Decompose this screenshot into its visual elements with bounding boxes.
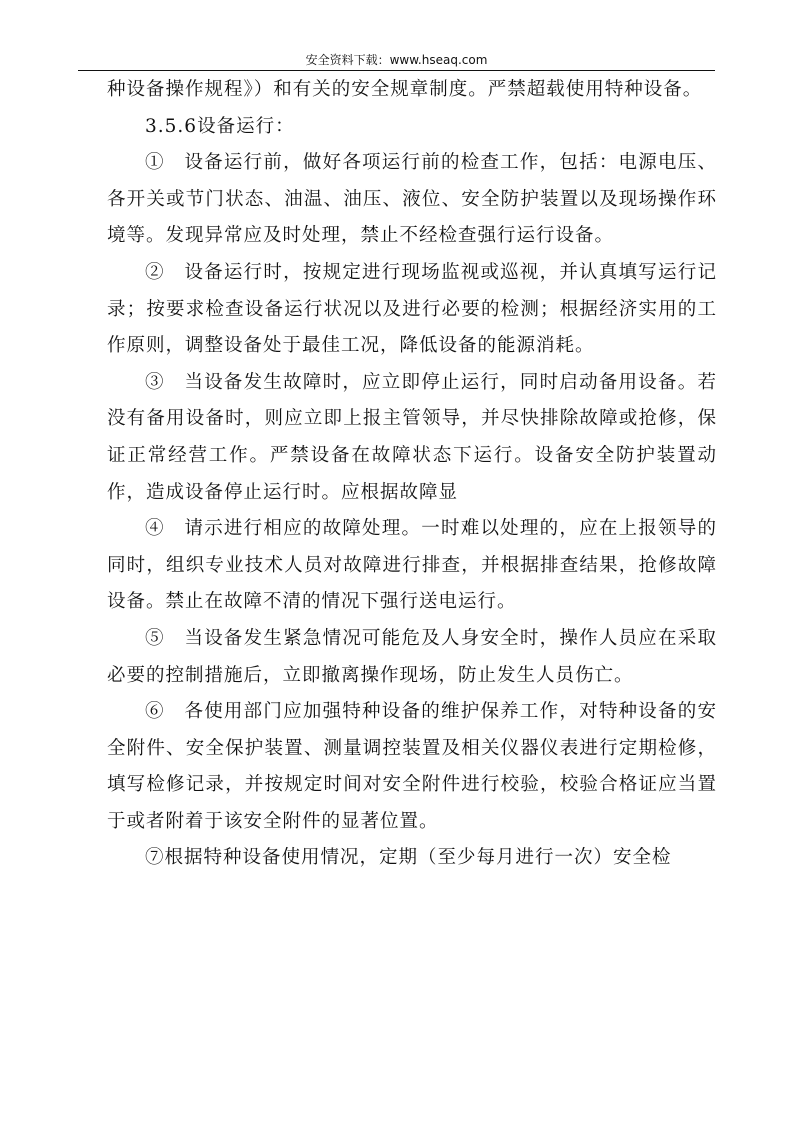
- document-body: [107, 72, 717, 877]
- page-header: 安全资料下载：www.hseaq.com: [305, 53, 488, 67]
- paragraph: ② 设备运行时，按规定进行现场监视或巡视，并认真填写运行记录；按要求检查设备运行状况以及进行必要的检测；根据经济实用的工作原则，调整设备处于最佳工况，降低设备的能源消耗。: [107, 261, 717, 357]
- paragraph: ④ 请示进行相应的故障处理。一时难以处理的，应在上报领导的同时，组织专业技术人员对故障进行排查，并根据排查结果，抢修故障设备。禁止在故障不清的情况下强行送电运行。: [107, 518, 717, 613]
- paragraph: ① 设备运行前，做好各项运行前的检查工作，包括：电源电压、各开关或节门状态、油温、油压、液位、安全防护装置以及现场操作环境等。发现异常应及时处理，禁止不经检查强行运行设备。: [107, 152, 717, 247]
- paragraph: ③ 当设备发生故障时，应立即停止运行，同时启动备用设备。若没有备用设备时，则应立即上报主管领导，并尽快排除故障或抢修，保证正常经营工作。严禁设备在故障状态下运行。设备安全防护装置动作，造成设备停止运行时。应根据故障显: [107, 371, 717, 503]
- paragraph: ⑦根据特种设备使用情况，定期（至少每月进行一次）安全检: [145, 847, 672, 869]
- paragraph: 种设备操作规程》）和有关的安全规章制度。严禁超载使用特种设备。: [107, 79, 703, 100]
- paragraph: ⑤ 当设备发生紧急情况可能危及人身安全时，操作人员应在采取必要的控制措施后，立即撤离操作现场，防止发生人员伤亡。: [107, 627, 717, 686]
- section-heading: 3.5.6设备运行：: [145, 115, 295, 137]
- paragraph: ⑥ 各使用部门应加强特种设备的维护保养工作，对特种设备的安全附件、安全保护装置、测量调控装置及相关仪器仪表进行定期检修，填写检修记录，并按规定时间对安全附件进行校验，校验合格证应当置于或者附着于该安全附件的显著位置。: [107, 701, 717, 832]
- header-divider: [78, 70, 715, 71]
